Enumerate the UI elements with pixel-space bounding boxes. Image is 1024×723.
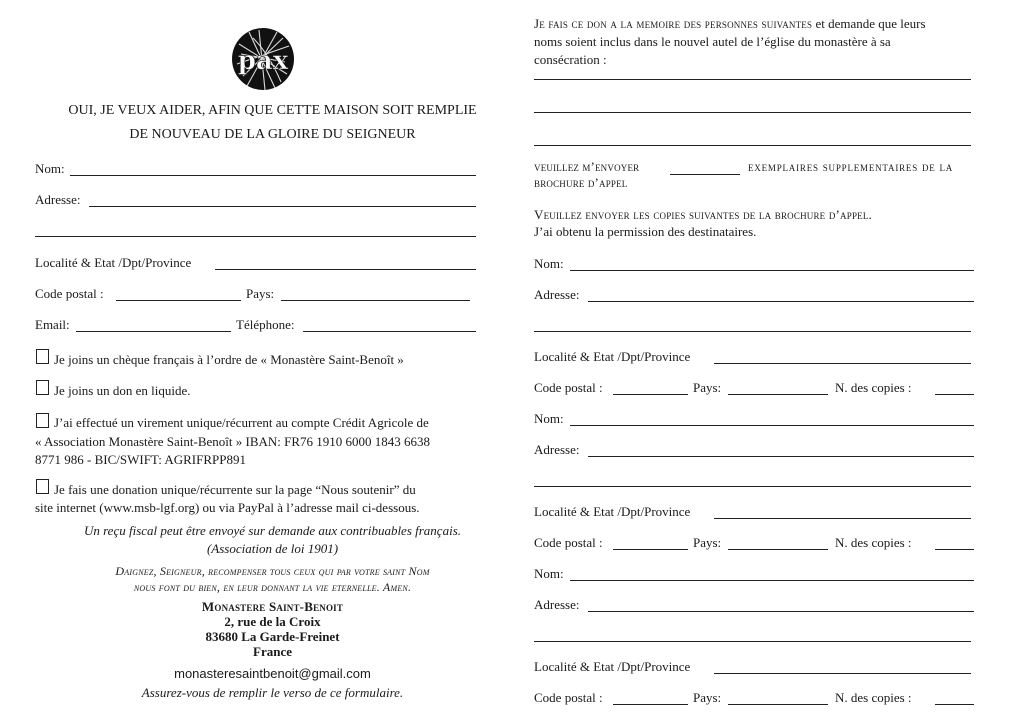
recipient2-code-postal-field[interactable] <box>613 549 688 550</box>
recipient1-code-postal-field[interactable] <box>613 394 688 395</box>
recipient2-copies-label: N. des copies : <box>835 535 912 550</box>
pax-logo <box>229 24 297 94</box>
recipient3-adresse-label: Adresse: <box>534 597 580 612</box>
recipient3-localite-label: Localité & Etat /Dpt/Province <box>534 659 691 674</box>
telephone-label: Téléphone: <box>236 317 295 332</box>
recipient3-code-postal-field[interactable] <box>613 704 688 705</box>
memorial-field-2[interactable] <box>534 112 971 113</box>
recipient1-localite-label: Localité & Etat /Dpt/Province <box>534 349 691 364</box>
memorial-line1-suffix: et demande que leurs <box>812 16 926 31</box>
recipient3-code-postal-label: Code postal : <box>534 690 603 705</box>
email-field[interactable] <box>76 331 231 332</box>
virement-checkbox[interactable] <box>36 413 49 428</box>
recipient2-adresse-line2[interactable] <box>534 486 971 487</box>
brochure-request-b: exemplaires supplementaires de la <box>748 160 954 174</box>
recipient1-copies-field[interactable] <box>935 394 974 395</box>
recipient3-pays-field[interactable] <box>728 704 828 705</box>
monastery-name: Monastere Saint-Benoit <box>201 599 344 614</box>
recipient2-adresse-field[interactable] <box>588 456 974 457</box>
adresse-label: Adresse: <box>35 192 81 207</box>
recipient3-nom-field[interactable] <box>570 580 974 581</box>
recipient1-code-postal-label: Code postal : <box>534 380 603 395</box>
recipient3-nom-label: Nom: <box>534 566 564 581</box>
memorial-line3: consécration : <box>534 52 607 67</box>
recipient1-adresse-line2[interactable] <box>534 331 971 332</box>
monastery-street: 2, rue de la Croix <box>224 614 321 629</box>
fiscal-note-line2: (Association de loi 1901) <box>206 541 339 556</box>
appeal-heading-line1: OUI, JE VEUX AIDER, AFIN QUE CETTE MAISON SOIT REMPLIE <box>68 103 477 118</box>
adresse-field-line2[interactable] <box>35 236 476 237</box>
recipient1-pays-label: Pays: <box>693 380 722 395</box>
recipient3-adresse-line2[interactable] <box>534 641 971 642</box>
brochure-quantity-field[interactable] <box>670 174 740 175</box>
recipient1-localite-field[interactable] <box>714 363 971 364</box>
nom-label: Nom: <box>35 161 65 176</box>
code-postal-field[interactable] <box>116 300 241 301</box>
virement-option-line3: 8771 986 - BIC/SWIFT: AGRIFRPP891 <box>35 452 246 467</box>
prayer-line2: nous font du bien, en leur donnant la vie eternelle. Amen. <box>133 580 412 594</box>
appeal-heading-line2: DE NOUVEAU DE LA GLOIRE DU SEIGNEUR <box>129 127 416 142</box>
memorial-line1 <box>534 16 926 32</box>
telephone-field[interactable] <box>303 331 476 332</box>
recipient1-nom-field[interactable] <box>570 270 974 271</box>
localite-field[interactable] <box>215 269 476 270</box>
recipient1-copies-label: N. des copies : <box>835 380 912 395</box>
recipient2-pays-field[interactable] <box>728 549 828 550</box>
recipient2-copies-field[interactable] <box>935 549 974 550</box>
web-donation-line1: Je fais une donation unique/récurrente sur la page “Nous soutenir” du <box>54 482 416 497</box>
recipient2-adresse-label: Adresse: <box>534 442 580 457</box>
prayer-line1: Daignez, Seigneur, recompenser tous ceux qui par votre saint Nom <box>115 564 430 578</box>
brochure-request-a: veuillez m’envoyer <box>534 160 640 174</box>
copies-instruction-line1: Veuillez envoyer les copies suivantes de la brochure d’appel. <box>534 207 873 222</box>
localite-label: Localité & Etat /Dpt/Province <box>35 255 192 270</box>
email-label: Email: <box>35 317 70 332</box>
pays-label: Pays: <box>246 286 275 301</box>
code-postal-label: Code postal : <box>35 286 104 301</box>
recipient3-copies-field[interactable] <box>935 704 974 705</box>
memorial-field-3[interactable] <box>534 145 971 146</box>
liquide-checkbox[interactable] <box>36 380 49 395</box>
recipient2-localite-field[interactable] <box>714 518 971 519</box>
recipient3-copies-label: N. des copies : <box>835 690 912 705</box>
recipient1-adresse-label: Adresse: <box>534 287 580 302</box>
recipient3-pays-label: Pays: <box>693 690 722 705</box>
verso-note: Assurez-vous de remplir le verso de ce formulaire. <box>141 685 404 700</box>
recipient2-pays-label: Pays: <box>693 535 722 550</box>
liquide-option-text: Je joins un don en liquide. <box>54 383 191 398</box>
recipient3-adresse-field[interactable] <box>588 611 974 612</box>
recipient2-nom-label: Nom: <box>534 411 564 426</box>
virement-option-line1: J’ai effectué un virement unique/récurrent au compte Crédit Agricole de <box>54 415 429 430</box>
recipient2-code-postal-label: Code postal : <box>534 535 603 550</box>
brochure-request-c: brochure d’appel <box>534 176 628 190</box>
monastery-country: France <box>253 644 292 659</box>
pays-field[interactable] <box>281 300 470 301</box>
contact-email[interactable]: monasteresaintbenoit@gmail.com <box>174 666 371 681</box>
memorial-line1-prefix: Je fais ce don a la memoire des personnes suivantes <box>534 16 813 31</box>
cheque-checkbox[interactable] <box>36 349 49 364</box>
recipient2-nom-field[interactable] <box>570 425 974 426</box>
recipient2-localite-label: Localité & Etat /Dpt/Province <box>534 504 691 519</box>
web-donation-line2: site internet (www.msb-lgf.org) ou via PayPal à l’adresse mail ci-dessous. <box>35 500 420 515</box>
web-donation-checkbox[interactable] <box>36 479 49 494</box>
recipient3-localite-field[interactable] <box>714 673 971 674</box>
recipient1-pays-field[interactable] <box>728 394 828 395</box>
nom-field[interactable] <box>70 175 476 176</box>
recipient1-nom-label: Nom: <box>534 256 564 271</box>
memorial-line2: noms soient inclus dans le nouvel autel de l’église du monastère à sa <box>534 34 891 49</box>
svg-text:pax: pax <box>237 46 289 76</box>
memorial-field-1[interactable] <box>534 79 971 80</box>
cheque-option-text: Je joins un chèque français à l’ordre de « Monastère Saint-Benoît » <box>54 352 404 367</box>
adresse-field[interactable] <box>89 206 476 207</box>
monastery-city: 83680 La Garde-Freinet <box>205 629 340 644</box>
virement-option-line2: « Association Monastère Saint-Benoît » IBAN: FR76 1910 6000 1843 6638 <box>35 434 431 449</box>
recipient1-adresse-field[interactable] <box>588 301 974 302</box>
fiscal-note-line1: Un reçu fiscal peut être envoyé sur demande aux contribuables français. <box>83 523 462 538</box>
copies-instruction-line2: J’ai obtenu la permission des destinataires. <box>534 224 757 239</box>
